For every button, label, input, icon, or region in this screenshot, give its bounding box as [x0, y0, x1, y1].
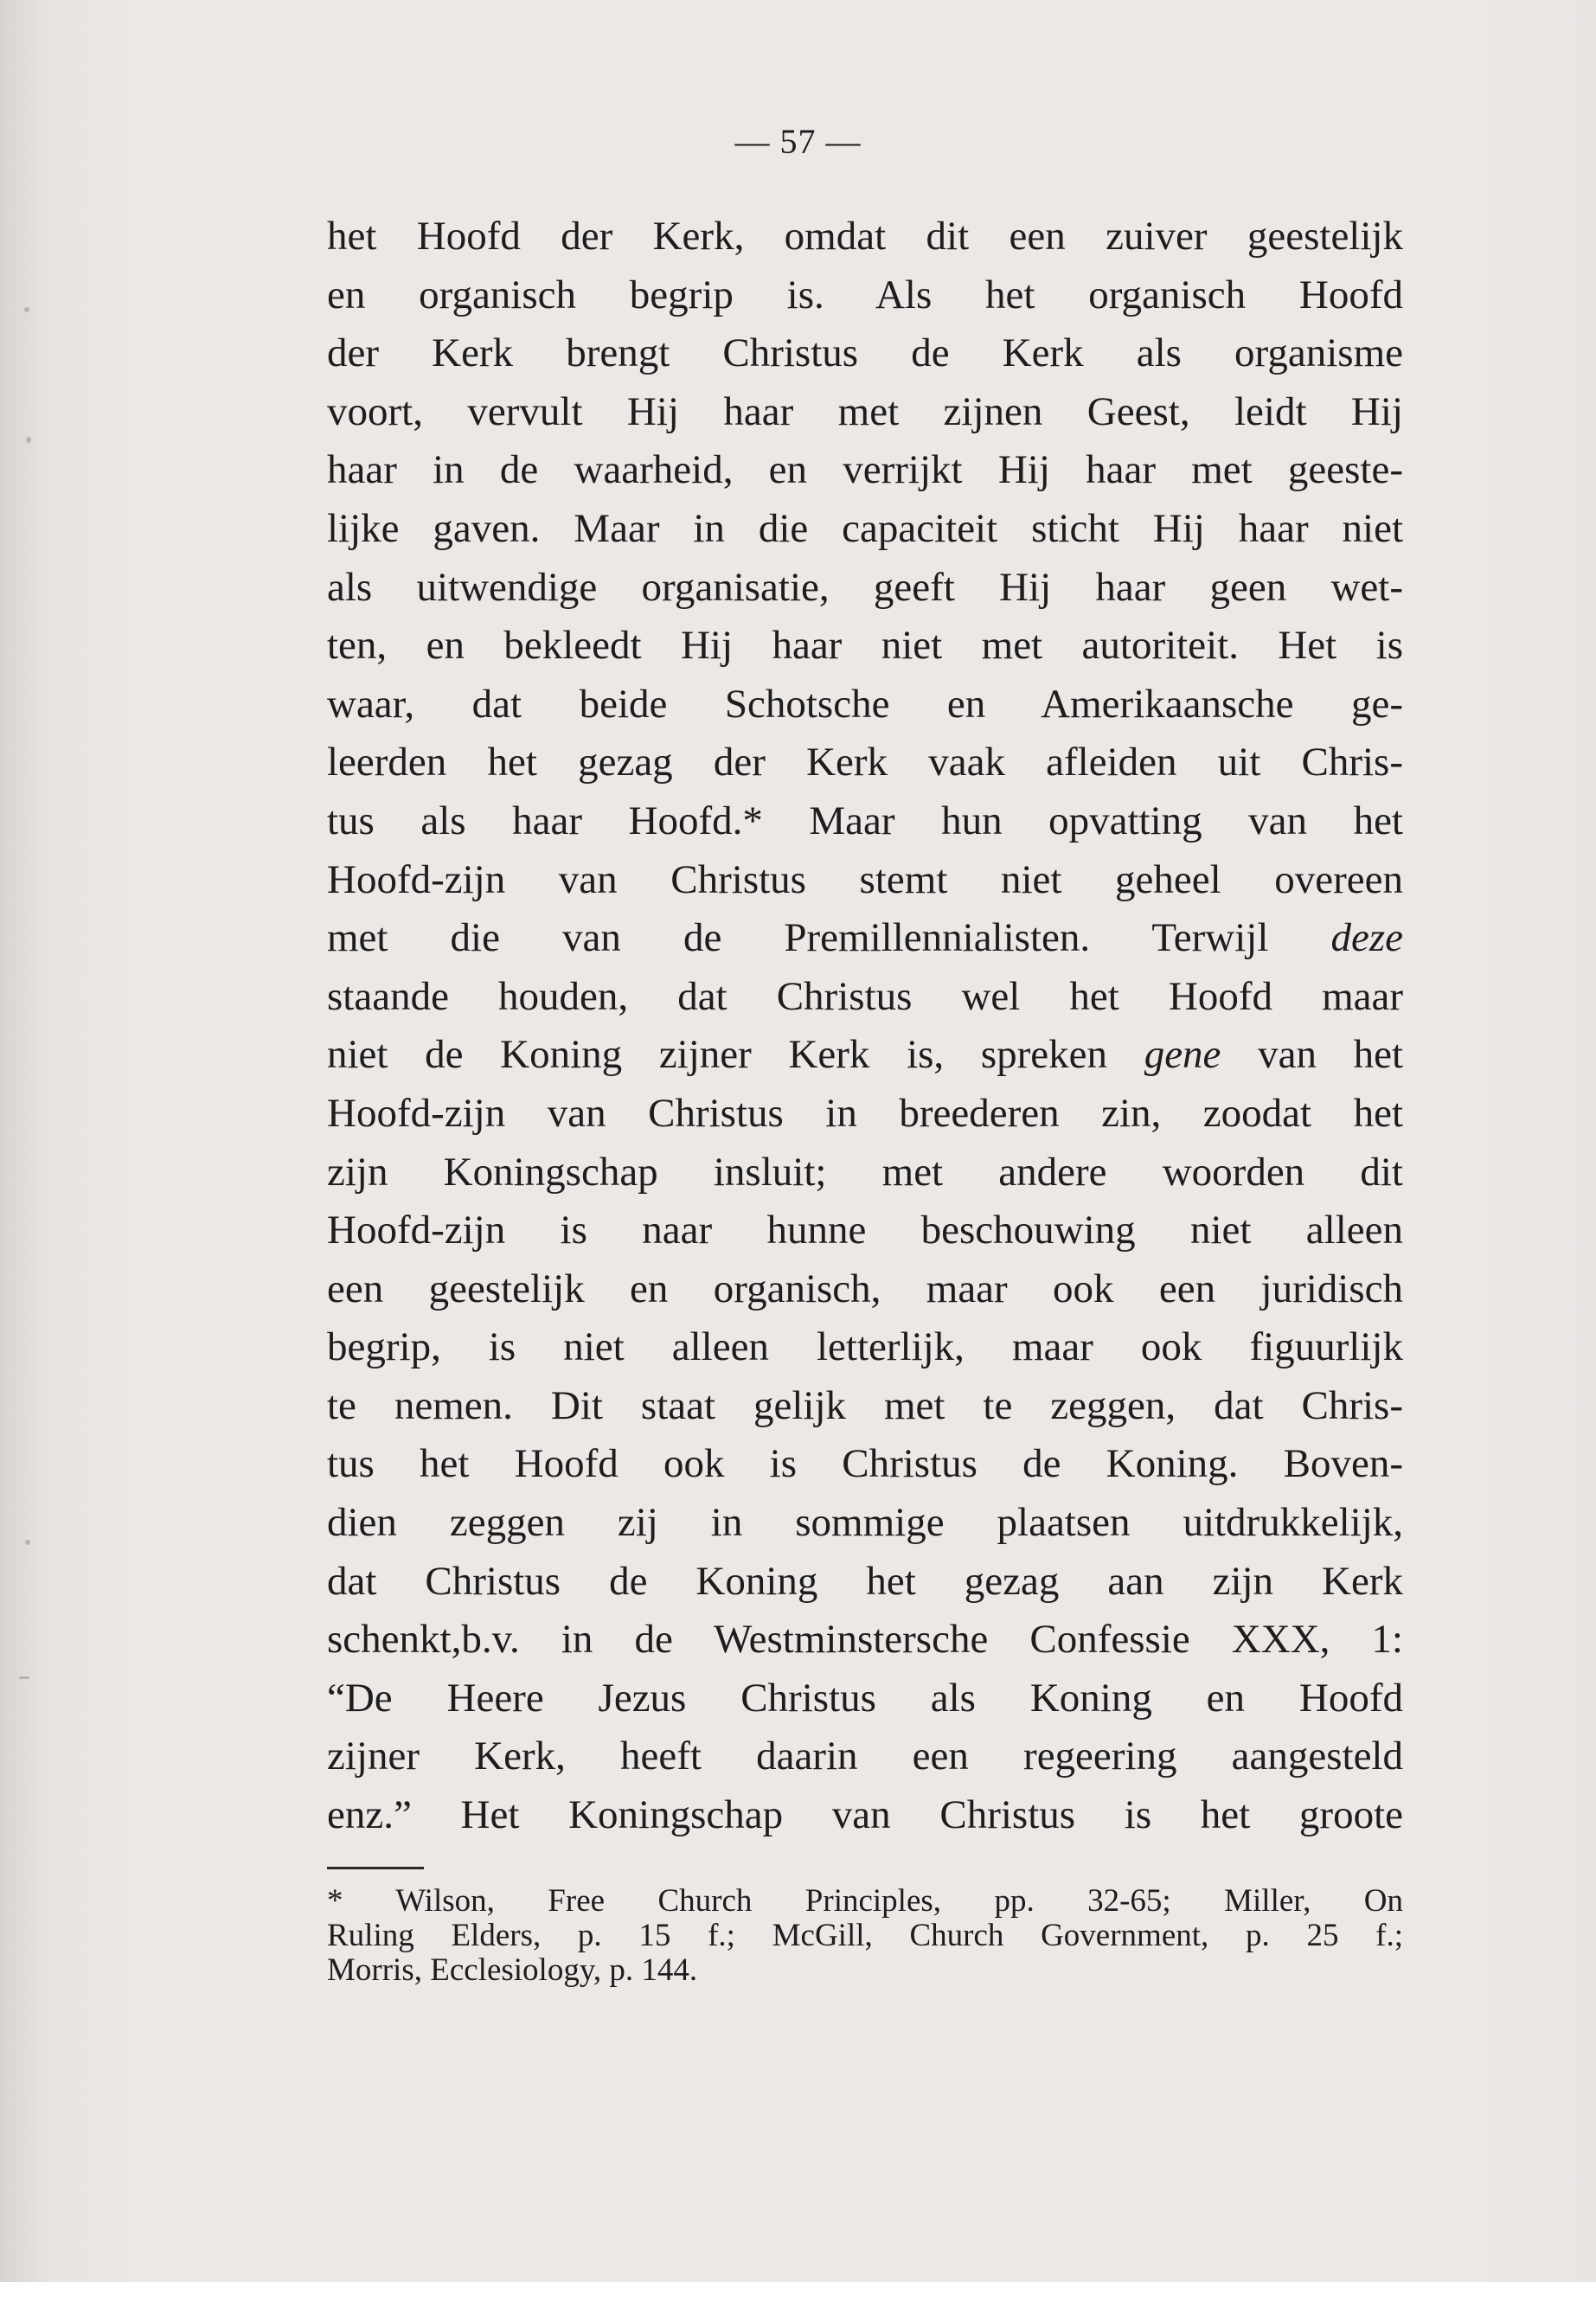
text-line: het Hoofd der Kerk, omdat dit een zuiver geestelijk: [327, 214, 1403, 259]
italic-word: deze: [1330, 915, 1403, 961]
text-segment: niet de Koning zijner Kerk is, spreken: [327, 1032, 1108, 1078]
text-line: Hoofd-zijn is naar hunne beschouwing niet alleen: [327, 1208, 1403, 1253]
footnote-rule: [327, 1867, 424, 1869]
text-line: Hoofd-zijn van Christus in breederen zin, zoodat het: [327, 1090, 1403, 1136]
text-line: der Kerk brengt Christus de Kerk als organisme: [327, 330, 1403, 376]
paper-speck: [25, 1540, 30, 1545]
text-line: enz.” Het Koningschap van Christus is het groote: [327, 1792, 1403, 1838]
footnote-line: Morris, Ecclesiology, p. 144.: [327, 1952, 698, 1988]
text-line: dat Christus de Koning het gezag aan zijn Kerk: [327, 1558, 1403, 1604]
text-line: zijn Koningschap insluit; met andere woorden dit: [327, 1149, 1403, 1195]
footnote-line: Ruling Elders, p. 15 f.; McGill, Church Government, p. 25 f.;: [327, 1918, 1403, 1953]
text-line: dien zeggen zij in sommige plaatsen uitdrukkelijk,: [327, 1500, 1403, 1546]
text-line: begrip, is niet alleen letterlijk, maar ook figuurlijk: [327, 1324, 1403, 1370]
text-line: haar in de waarheid, en verrijkt Hij haar met geeste-: [327, 447, 1403, 493]
body-text: [327, 208, 1403, 1845]
text-segment: van het: [1258, 1032, 1404, 1078]
text-segment: met die van de Premillennialisten. Terwijl: [327, 915, 1269, 961]
text-line: als uitwendige organisatie, geeft Hij haar geen wet-: [327, 564, 1403, 610]
paper-speck: [24, 307, 29, 312]
text-line: tus als haar Hoofd.* Maar hun opvatting van het: [327, 798, 1403, 843]
paper-speck: [19, 1676, 29, 1679]
page-number: — 57 —: [734, 122, 862, 161]
text-line: ten, en bekleedt Hij haar niet met autoriteit. Het is: [327, 623, 1403, 669]
footnote-line: * Wilson, Free Church Principles, pp. 32-65; Miller, On: [327, 1883, 1403, 1919]
text-line: tus het Hoofd ook is Christus de Koning. Boven-: [327, 1441, 1403, 1487]
text-line: te nemen. Dit staat gelijk met te zeggen, dat Chris-: [327, 1382, 1403, 1428]
text-line-with-italic: [327, 1026, 1403, 1085]
text-line: en organisch begrip is. Als het organisch Hoofd: [327, 272, 1403, 317]
text-line: Hoofd-zijn van Christus stemt niet geheel overeen: [327, 856, 1403, 902]
paper-speck: [26, 437, 31, 443]
text-line: voort, vervult Hij haar met zijnen Geest, leidt Hij: [327, 388, 1403, 434]
italic-word: gene: [1144, 1032, 1221, 1078]
text-line: schenkt,b.v. in de Westminstersche Confessie XXX, 1:: [327, 1617, 1403, 1663]
text-line: leerden het gezag der Kerk vaak afleiden uit Chris-: [327, 740, 1403, 785]
text-line: “De Heere Jezus Christus als Koning en Hoofd: [327, 1675, 1403, 1721]
text-line-with-italic: [327, 909, 1403, 968]
text-line: een geestelijk en organisch, maar ook een juridisch: [327, 1266, 1403, 1311]
text-line: zijner Kerk, heeft daarin een regeering aangesteld: [327, 1734, 1403, 1779]
text-line: staande houden, dat Christus wel het Hoofd maar: [327, 973, 1403, 1019]
text-line: lijke gaven. Maar in die capaciteit sticht Hij haar niet: [327, 505, 1403, 551]
scan-border: [0, 2282, 1596, 2301]
text-line: waar, dat beide Schotsche en Amerikaansche ge-: [327, 681, 1403, 727]
footnote: [327, 1884, 1403, 1988]
